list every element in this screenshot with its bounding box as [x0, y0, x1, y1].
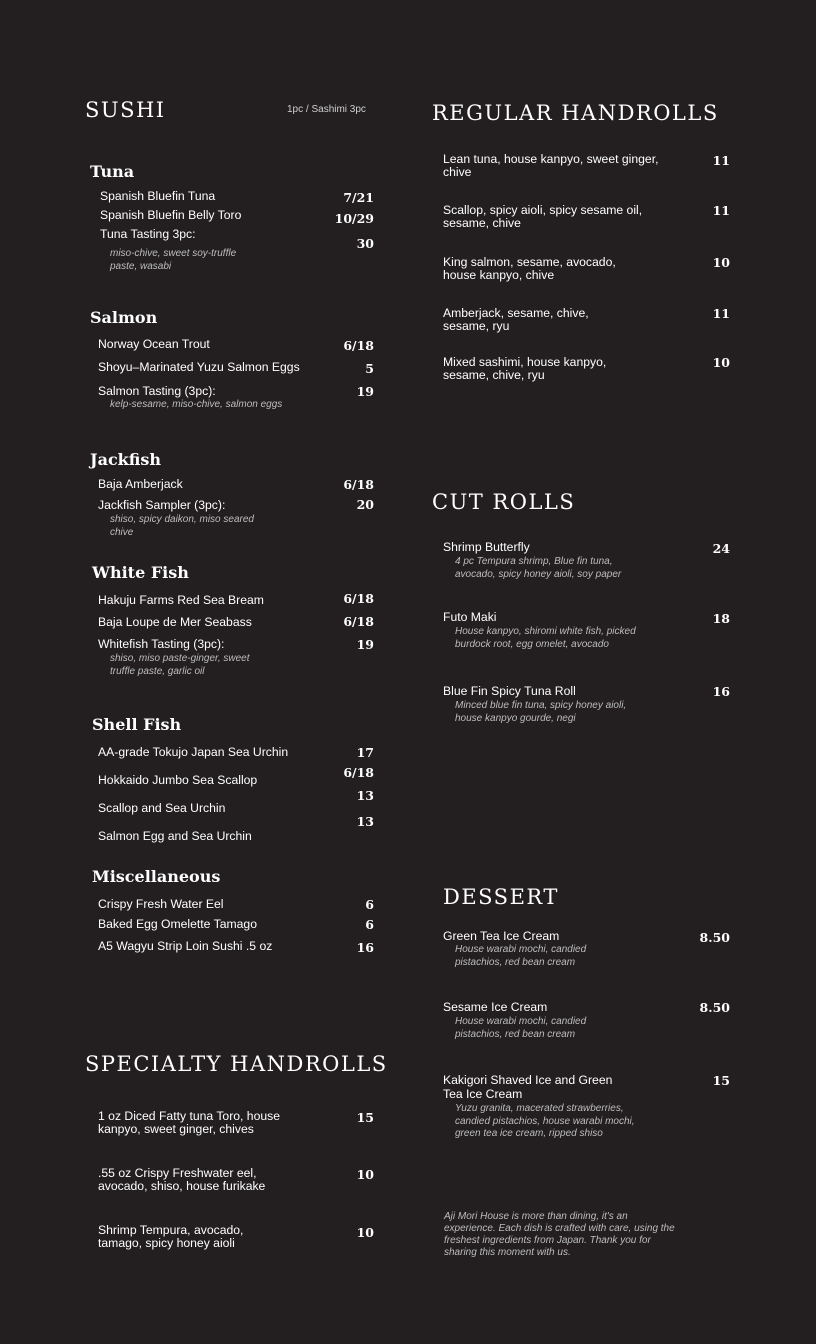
- footer-note: Aji Mori House is more than dining, it's an experience. Each dish is crafted with care, using the freshest ingredients from Japan. Thank you for sharing this moment with us.: [444, 1211, 675, 1258]
- menu-item-description: House warabi mochi, candied pistachios, red bean cream: [455, 944, 587, 968]
- menu-item-price: 8.50: [699, 1000, 730, 1015]
- menu-item-price: 18: [712, 611, 730, 626]
- menu-item-price: 10: [356, 1225, 374, 1240]
- menu-item-name: Shrimp Tempura, avocado, tamago, spicy honey aioli: [98, 1223, 244, 1250]
- menu-item-name: Blue Fin Spicy Tuna Roll: [443, 684, 576, 698]
- menu-item-price: 10/29: [334, 211, 374, 226]
- menu-item-description: Yuzu granita, macerated strawberries, candied pistachios, house warabi mochi, green tea ice cream, ripped shiso: [455, 1103, 635, 1139]
- menu-item-price: 16: [356, 940, 374, 955]
- menu-item-description: shiso, miso paste-ginger, sweet truffle paste, garlic oil: [110, 653, 250, 677]
- menu-item-name: A5 Wagyu Strip Loin Sushi .5 oz: [98, 939, 273, 953]
- menu-item-name: Whitefish Tasting (3pc):: [98, 637, 225, 651]
- menu-item-description: House kanpyo, shiromi white fish, picked burdock root, egg omelet, avocado: [455, 626, 636, 650]
- menu-item-price: 17: [356, 745, 374, 760]
- menu-item-name: Futo Maki: [443, 610, 497, 624]
- menu-item-name: Jackfish Sampler (3pc):: [98, 498, 226, 512]
- cut-rolls-heading: CUT ROLLS: [432, 490, 576, 514]
- menu-item-price: 11: [712, 153, 730, 168]
- menu-item-name: Kakigori Shaved Ice and Green Tea Ice Cream: [443, 1073, 613, 1101]
- menu-item-price: 20: [356, 497, 374, 512]
- menu-item-name: Baja Loupe de Mer Seabass: [98, 615, 252, 629]
- menu-item-price: 10: [712, 355, 730, 370]
- menu-item-name: Sesame Ice Cream: [443, 1000, 548, 1014]
- menu-item-price: 8.50: [699, 930, 730, 945]
- menu-item-name: Amberjack, sesame, chive, sesame, ryu: [443, 306, 589, 333]
- menu-item-name: Norway Ocean Trout: [98, 337, 210, 351]
- menu-item-price: 19: [356, 384, 374, 399]
- menu-item-description: miso-chive, sweet soy-truffle paste, wasabi: [110, 248, 237, 272]
- sushi-heading: SUSHI: [85, 98, 166, 122]
- category-tuna: Tuna: [90, 162, 135, 181]
- category-salmon: Salmon: [90, 308, 158, 327]
- menu-item-price: 10: [712, 255, 730, 270]
- menu-item-name: King salmon, sesame, avocado, house kanpyo, chive: [443, 255, 616, 282]
- menu-item-price: 13: [356, 814, 374, 829]
- menu-item-name: Salmon Tasting (3pc):: [98, 384, 216, 398]
- menu-item-price: 6/18: [343, 591, 374, 606]
- menu-item-price: 15: [356, 1110, 374, 1125]
- menu-item-price: 24: [712, 541, 730, 556]
- menu-item-price: 6/18: [343, 765, 374, 780]
- menu-item-name: Lean tuna, house kanpyo, sweet ginger, chive: [443, 152, 659, 179]
- menu-item-description: Minced blue fin tuna, spicy honey aioli, house kanpyo gourde, negi: [455, 700, 627, 724]
- menu-item-name: Tuna Tasting 3pc:: [100, 227, 196, 241]
- menu-item-price: 16: [712, 684, 730, 699]
- menu-item-price: 6/18: [343, 338, 374, 353]
- sushi-serving-note: 1pc / Sashimi 3pc: [287, 104, 366, 115]
- menu-item-name: Shoyu–Marinated Yuzu Salmon Eggs: [98, 360, 300, 374]
- menu-item-description: kelp-sesame, miso-chive, salmon eggs: [110, 399, 283, 410]
- category-shell-fish: Shell Fish: [92, 715, 182, 734]
- menu-item-name: Spanish Bluefin Tuna: [100, 189, 216, 203]
- menu-item-price: 11: [712, 306, 730, 321]
- menu-item-price: 6/18: [343, 614, 374, 629]
- menu-item-description: shiso, spicy daikon, miso seared chive: [110, 514, 254, 538]
- category-jackfish: Jackfish: [90, 450, 162, 469]
- menu-item-price: 13: [356, 788, 374, 803]
- menu-item-name: 1 oz Diced Fatty tuna Toro, house kanpyo, sweet ginger, chives: [98, 1109, 281, 1136]
- menu-item-name: Hokkaido Jumbo Sea Scallop: [98, 773, 258, 787]
- menu-item-name: Mixed sashimi, house kanpyo, sesame, chive, ryu: [443, 355, 607, 382]
- menu-item-price: 11: [712, 203, 730, 218]
- menu-item-name: Shrimp Butterfly: [443, 540, 530, 554]
- menu-item-name: Green Tea Ice Cream: [443, 929, 560, 943]
- menu-item-price: 5: [365, 361, 374, 376]
- menu-item-name: Baked Egg Omelette Tamago: [98, 917, 257, 931]
- menu-item-name: Scallop, spicy aioli, spicy sesame oil, sesame, chive: [443, 203, 643, 230]
- specialty-handrolls-heading: SPECIALTY HANDROLLS: [85, 1052, 388, 1076]
- menu-item-price: 6: [365, 917, 374, 932]
- regular-handrolls-heading: REGULAR HANDROLLS: [432, 101, 719, 125]
- menu-item-price: 15: [712, 1073, 730, 1088]
- menu-item-price: 7/21: [343, 190, 374, 205]
- menu-item-name: Spanish Bluefin Belly Toro: [100, 208, 242, 222]
- menu-item-name: Hakuju Farms Red Sea Bream: [98, 593, 264, 607]
- menu-item-price: 6/18: [343, 477, 374, 492]
- menu-item-price: 19: [356, 637, 374, 652]
- dessert-heading: DESSERT: [443, 885, 559, 909]
- menu-item-name: Baja Amberjack: [98, 477, 183, 491]
- menu-item-name: Scallop and Sea Urchin: [98, 801, 226, 815]
- menu-item-name: Salmon Egg and Sea Urchin: [98, 829, 252, 843]
- category-miscellaneous: Miscellaneous: [92, 867, 221, 886]
- category-white-fish: White Fish: [92, 563, 189, 582]
- menu-item-name: .55 oz Crispy Freshwater eel, avocado, shiso, house furikake: [98, 1166, 266, 1193]
- menu-item-name: Crispy Fresh Water Eel: [98, 897, 224, 911]
- menu-item-name: AA-grade Tokujo Japan Sea Urchin: [98, 745, 289, 759]
- menu-item-price: 30: [356, 236, 374, 251]
- menu-item-description: House warabi mochi, candied pistachios, red bean cream: [455, 1016, 587, 1040]
- menu-item-price: 6: [365, 897, 374, 912]
- menu-item-description: 4 pc Tempura shrimp, Blue fin tuna, avocado, spicy honey aioli, soy paper: [455, 556, 622, 580]
- menu-item-price: 10: [356, 1167, 374, 1182]
